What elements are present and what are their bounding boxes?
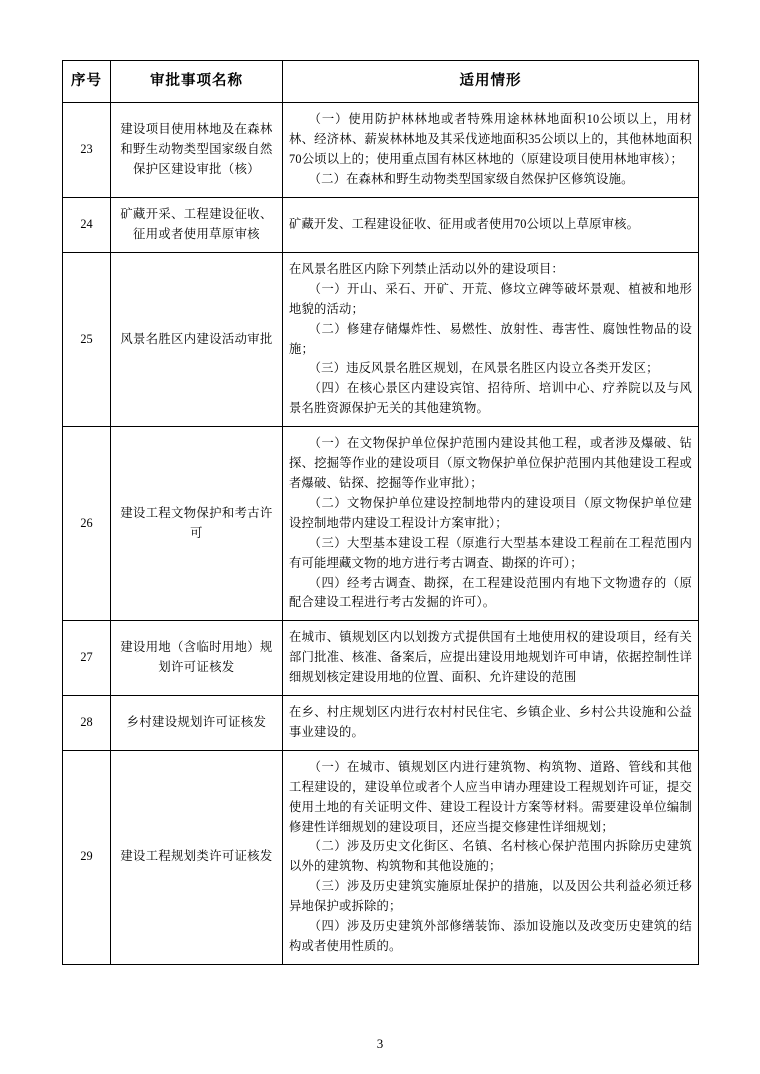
row-name: 建设工程规划类许可证核发 [111,750,283,964]
row-no: 29 [63,750,111,964]
case-paragraph: （一）开山、采石、开矿、开荒、修坟立碑等破坏景观、植被和地形地貌的活动； [289,281,692,316]
row-no: 23 [63,103,111,198]
case-paragraph: 在风景名胜区内除下列禁止活动以外的建设项目： [289,261,564,276]
row-no: 26 [63,427,111,621]
page-number: 3 [376,1036,384,1051]
row-name: 建设工程文物保护和考古许可 [111,427,283,621]
case-paragraph: 在乡、村庄规划区内进行农村村民住宅、乡镇企业、乡村公共设施和公益事业建设的。 [289,705,692,739]
case-paragraph: （一）在文物保护单位保护范围内建设其他工程，或者涉及爆破、钻探、挖掘等作业的建设项目（原文物保护单位保护范围内其他建设工程或者爆破、钻探、挖掘等作业审批）； [289,436,692,490]
row-case [283,252,699,426]
row-name: 建设用地（含临时用地）规划许可证核发 [111,621,283,696]
case-paragraph: （二）修建存储爆炸性、易燃性、放射性、毒害性、腐蚀性物品的设施； [289,321,692,356]
row-no: 25 [63,252,111,426]
table-row [63,103,699,198]
case-paragraph: （一）使用防护林林地或者特殊用途林林地面积10公顷以上，用材林、经济林、薪炭林林地及其采伐迹地面积35公顷以上的，其他林地面积70公顷以上的；使用重点国有林区林地的（原建设项目使用林地审核）； [289,112,692,167]
case-paragraph: （三）违反风景名胜区规划，在风景名胜区内设立各类开发区； [308,361,659,376]
table-row [63,696,699,751]
case-paragraph: （二）涉及历史文化街区、名镇、名村核心保护范围内拆除历史建筑以外的建筑物、构筑物和其他设施的； [289,839,692,874]
case-paragraph: （二）在森林和野生动物类型国家级自然保护区修筑设施。 [308,172,634,187]
approval-items-table [62,60,699,965]
case-paragraph: （四）经考古调查、勘探，在工程建设范围内有地下文物遗存的（原配合建设工程进行考古发掘的许可）。 [289,575,692,610]
row-name: 建设项目使用林地及在森林和野生动物类型国家级自然保护区建设审批（核） [111,103,283,198]
row-case [283,198,699,253]
case-paragraph: （四）涉及历史建筑外部修缮装饰、添加设施以及改变历史建筑的结构或者使用性质的。 [289,919,692,954]
table-row [63,252,699,426]
column-header-case: 适用情形 [283,61,699,103]
row-name: 乡村建设规划许可证核发 [111,696,283,751]
table-row [63,621,699,696]
row-no: 27 [63,621,111,696]
case-paragraph: （三）大型基本建设工程（原進行大型基本建设工程前在工程范围内有可能埋藏文物的地方进行考古调查、勘探的许可）； [289,535,692,570]
table-row [63,427,699,621]
case-paragraph: （一）在城市、镇规划区内进行建筑物、构筑物、道路、管线和其他工程建设的，建设单位或者个人应当申请办理建设工程规划许可证，提交使用土地的有关证明文件、建设工程设计方案等材料。需要建设单位编制修建性详细规划的建设项目，还应当提交修建性详细规划； [289,759,692,834]
case-paragraph: 矿藏开发、工程建设征收、征用或者使用70公顷以上草原审核。 [289,217,640,232]
case-paragraph: 在城市、镇规划区内以划拨方式提供国有土地使用权的建设项目，经有关部门批准、核准、备案后，应提出建设用地规划许可申请，依据控制性详细规划核定建设用地的位置、面积、允许建设的范围 [289,630,692,685]
row-case [283,103,699,198]
row-no: 28 [63,696,111,751]
row-case [283,621,699,696]
table-row [63,750,699,964]
row-case [283,427,699,621]
case-paragraph: （三）涉及历史建筑实施原址保护的措施，以及因公共利益必须迁移异地保护或拆除的； [289,879,692,914]
case-paragraph: （二）文物保护单位建设控制地带内的建设项目（原文物保护单位建设控制地带内建设工程设计方案审批）； [289,495,692,530]
table-header-row [63,61,699,103]
row-case [283,696,699,751]
row-case [283,750,699,964]
row-name: 矿藏开采、工程建设征收、征用或者使用草原审核 [111,198,283,253]
column-header-name: 审批事项名称 [111,61,283,103]
row-no: 24 [63,198,111,253]
column-header-no: 序号 [63,61,111,103]
case-paragraph: （四）在核心景区内建设宾馆、招待所、培训中心、疗养院以及与风景名胜资源保护无关的其他建筑物。 [289,381,692,416]
row-name: 风景名胜区内建设活动审批 [111,252,283,426]
table-row [63,198,699,253]
